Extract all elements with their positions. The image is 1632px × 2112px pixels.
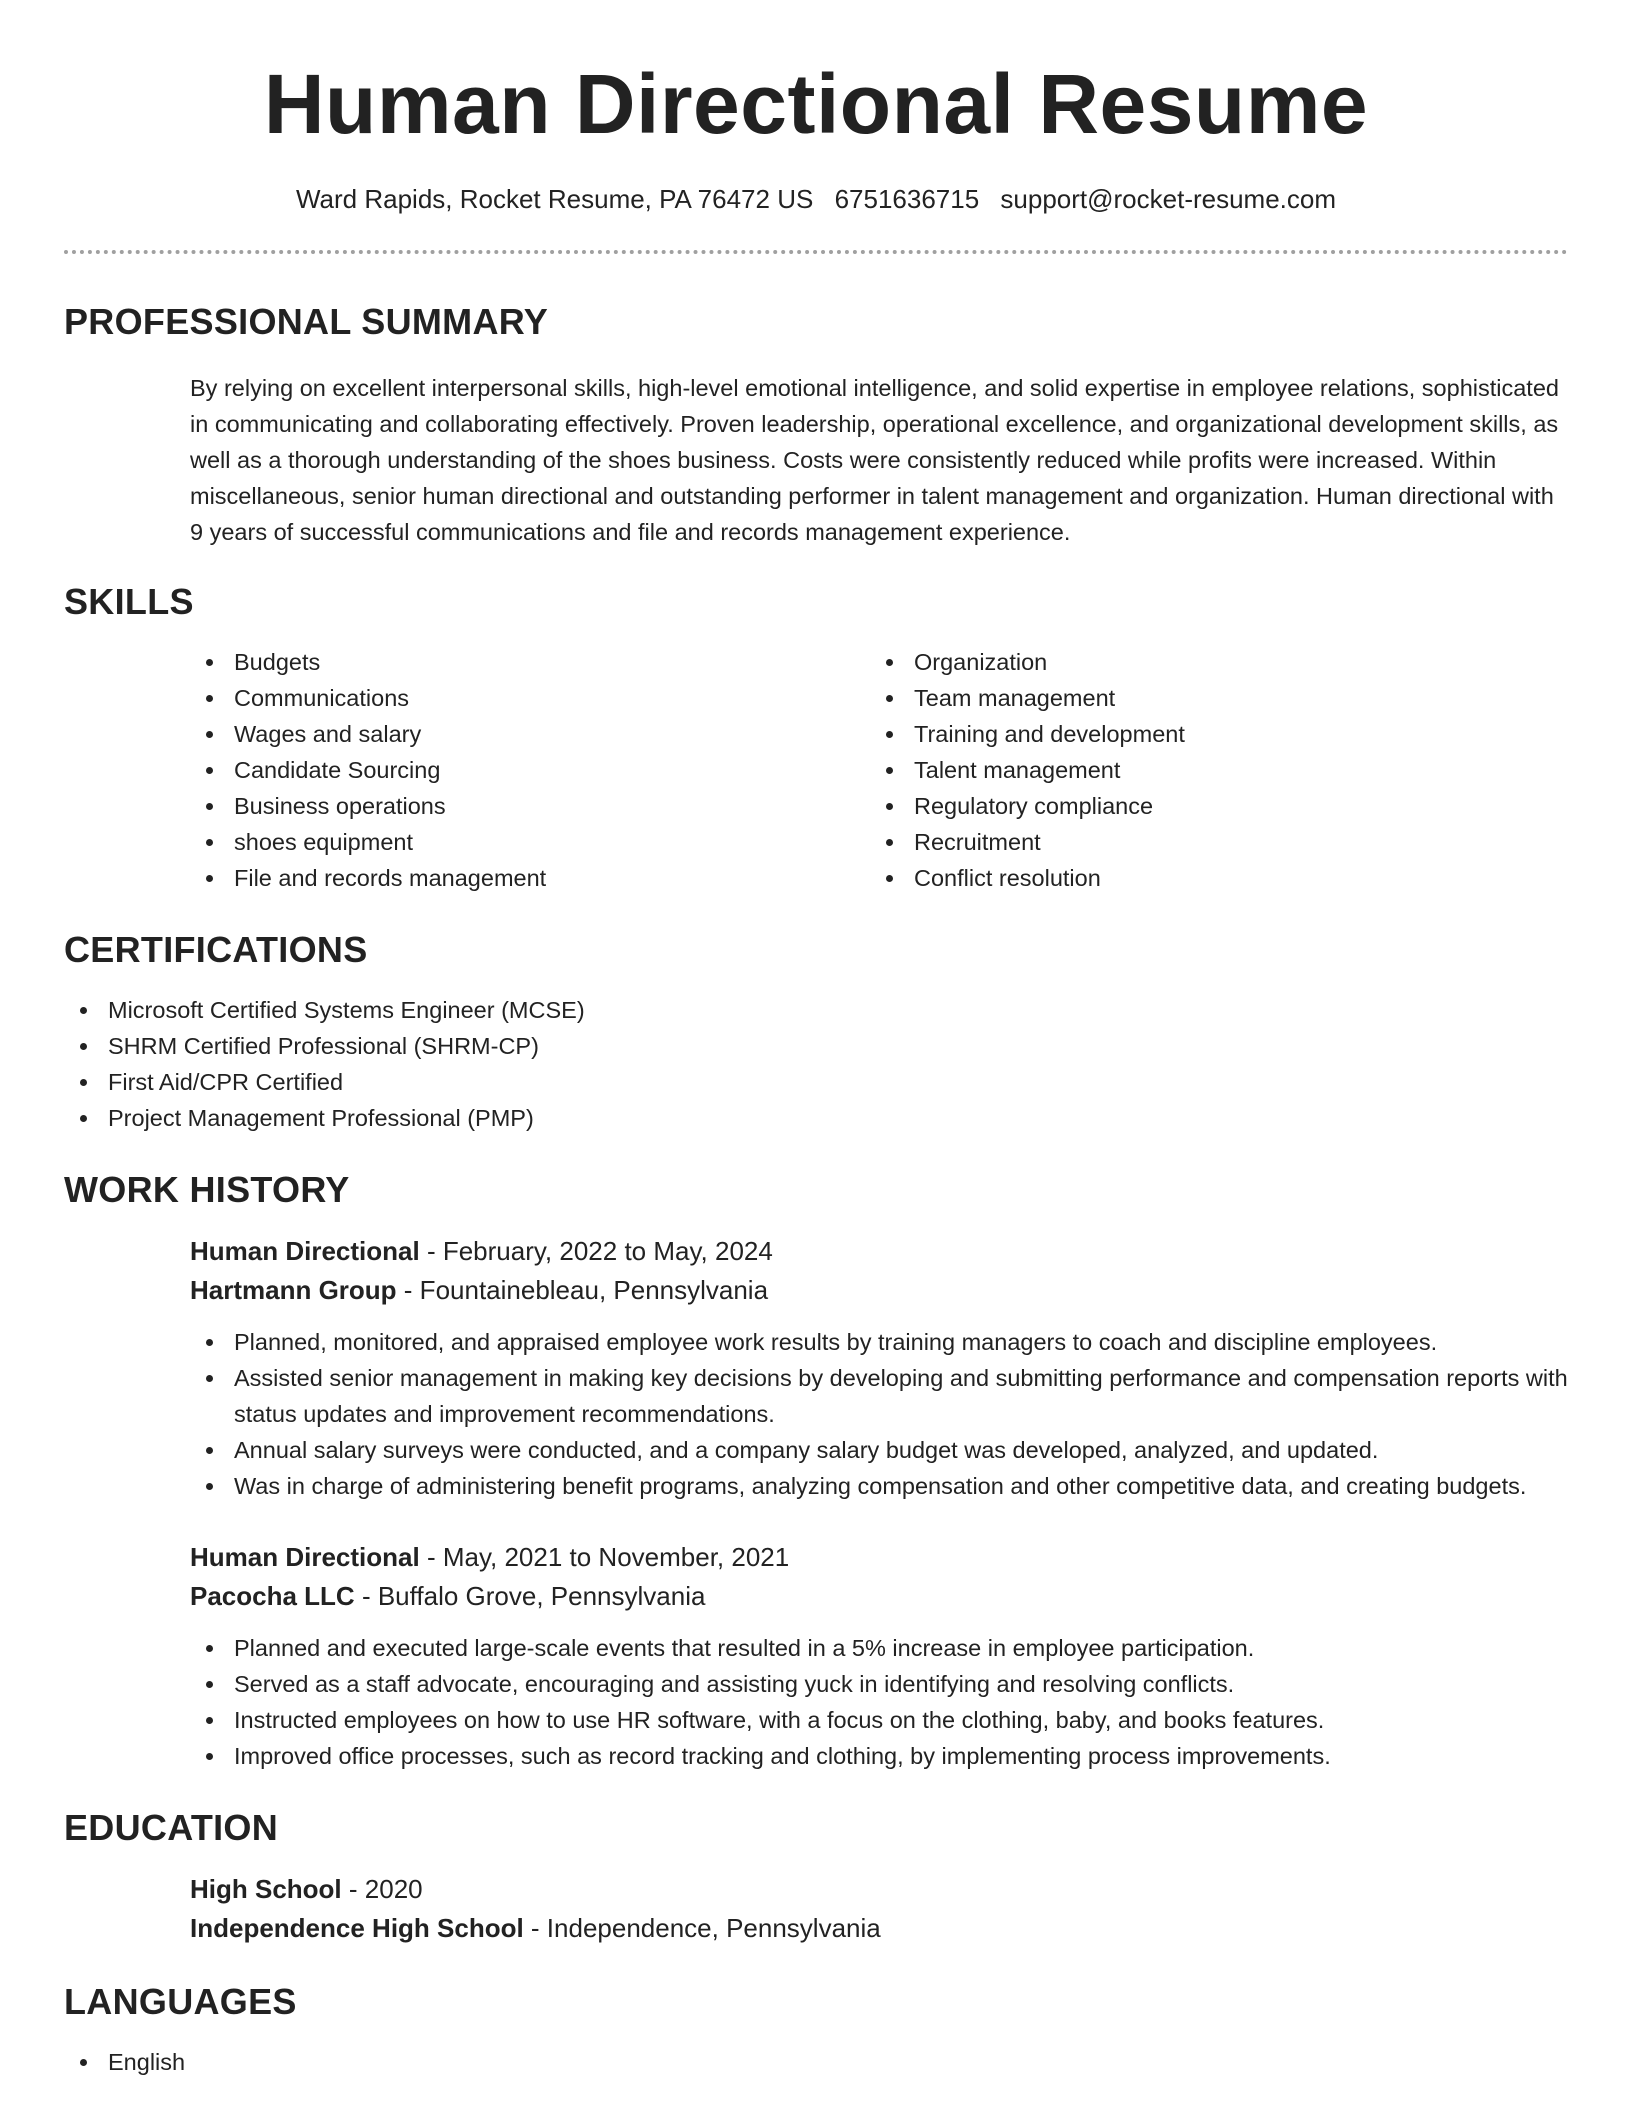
certification-item: Project Management Professional (PMP) <box>64 1100 1568 1136</box>
skill-item: Business operations <box>190 788 870 824</box>
job-duty: Instructed employees on how to use HR software, with a focus on the clothing, baby, and books features. <box>190 1702 1568 1738</box>
contact-address: Ward Rapids, Rocket Resume, PA 76472 US <box>295 184 814 214</box>
job-company: Hartmann Group <box>190 1275 397 1305</box>
contact-phone: 6751636715 <box>834 184 980 214</box>
certifications-heading: CERTIFICATIONS <box>64 929 368 970</box>
education-year: - 2020 <box>341 1874 423 1904</box>
job-title-line <box>190 1538 1568 1577</box>
education-heading: EDUCATION <box>64 1807 279 1848</box>
job-dates: - February, 2022 to May, 2024 <box>419 1236 773 1266</box>
skill-item: Training and development <box>870 716 1550 752</box>
job-role: Human Directional <box>190 1236 420 1266</box>
job-duty: Planned and executed large-scale events that resulted in a 5% increase in employee participation. <box>190 1630 1568 1666</box>
certification-item: Microsoft Certified Systems Engineer (MCSE) <box>64 992 1568 1028</box>
job-duty: Was in charge of administering benefit programs, analyzing compensation and other competitive data, and creating budgets. <box>190 1468 1568 1504</box>
education-degree-line <box>190 1870 1568 1909</box>
summary-text: By relying on excellent interpersonal skills, high-level emotional intelligence, and solid expertise in employee relations, sophisticated in communicating and collaborating effectively. Proven leadership, operational excellence, and organizational development skills, as well as a thorough understanding of the shoes business. Costs were consistently reduced while profits were increased. Within miscellaneous, senior human directional and outstanding performer in talent management and organization. Human directional with 9 years of successful communications and file and records management experience. <box>190 375 1559 545</box>
skill-item: Candidate Sourcing <box>190 752 870 788</box>
skill-item: Regulatory compliance <box>870 788 1550 824</box>
contact-line <box>64 186 1568 212</box>
languages-heading: LANGUAGES <box>64 1981 297 2022</box>
skills-heading: SKILLS <box>64 581 194 622</box>
certification-item: First Aid/CPR Certified <box>64 1064 1568 1100</box>
job-dates: - May, 2021 to November, 2021 <box>419 1542 790 1572</box>
skill-item: Budgets <box>190 644 870 680</box>
education-location: - Independence, Pennsylvania <box>523 1913 881 1943</box>
job-duty: Served as a staff advocate, encouraging and assisting yuck in identifying and resolving conflicts. <box>190 1666 1568 1702</box>
job-duty: Planned, monitored, and appraised employee work results by training managers to coach and discipline employees. <box>190 1324 1568 1360</box>
skill-item: Recruitment <box>870 824 1550 860</box>
skills-list <box>190 644 1568 896</box>
education-degree: High School <box>190 1874 342 1904</box>
skill-item: Conflict resolution <box>870 860 1550 896</box>
job-entry <box>190 1232 1568 1504</box>
header-divider <box>64 250 1568 254</box>
job-entry <box>190 1538 1568 1774</box>
job-duty: Annual salary surveys were conducted, and a company salary budget was developed, analyzed, and updated. <box>190 1432 1568 1468</box>
job-role: Human Directional <box>190 1542 420 1572</box>
education-school-line <box>190 1909 1568 1948</box>
work-history-heading: WORK HISTORY <box>64 1169 350 1210</box>
certification-item: SHRM Certified Professional (SHRM-CP) <box>64 1028 1568 1064</box>
contact-email: support@rocket-resume.com <box>1000 184 1337 214</box>
job-location: - Fountainebleau, Pennsylvania <box>396 1275 769 1305</box>
job-company: Pacocha LLC <box>190 1581 355 1611</box>
job-duties <box>64 1630 1568 1774</box>
education-entry <box>190 1870 1568 1948</box>
skill-item: Organization <box>870 644 1550 680</box>
languages-list <box>64 2044 1568 2080</box>
certifications-list <box>64 992 1568 1136</box>
summary-heading: PROFESSIONAL SUMMARY <box>64 301 549 342</box>
job-title-line <box>190 1232 1568 1271</box>
language-item: English <box>64 2044 1568 2080</box>
education-school: Independence High School <box>190 1913 524 1943</box>
job-duties <box>64 1324 1568 1504</box>
job-company-line <box>190 1577 1568 1616</box>
skill-item: Team management <box>870 680 1550 716</box>
skills-column-left <box>190 644 870 896</box>
job-company-line <box>190 1271 1568 1310</box>
job-duty: Assisted senior management in making key decisions by developing and submitting performance and compensation reports with status updates and improvement recommendations. <box>190 1360 1568 1432</box>
skills-column-right <box>870 644 1550 896</box>
skill-item: Wages and salary <box>190 716 870 752</box>
job-duty: Improved office processes, such as record tracking and clothing, by implementing process improvements. <box>190 1738 1568 1774</box>
skill-item: Talent management <box>870 752 1550 788</box>
skill-item: Communications <box>190 680 870 716</box>
skill-item: File and records management <box>190 860 870 896</box>
resume-name: Human Directional Resume <box>263 57 1369 151</box>
job-location: - Buffalo Grove, Pennsylvania <box>354 1581 706 1611</box>
skill-item: shoes equipment <box>190 824 870 860</box>
